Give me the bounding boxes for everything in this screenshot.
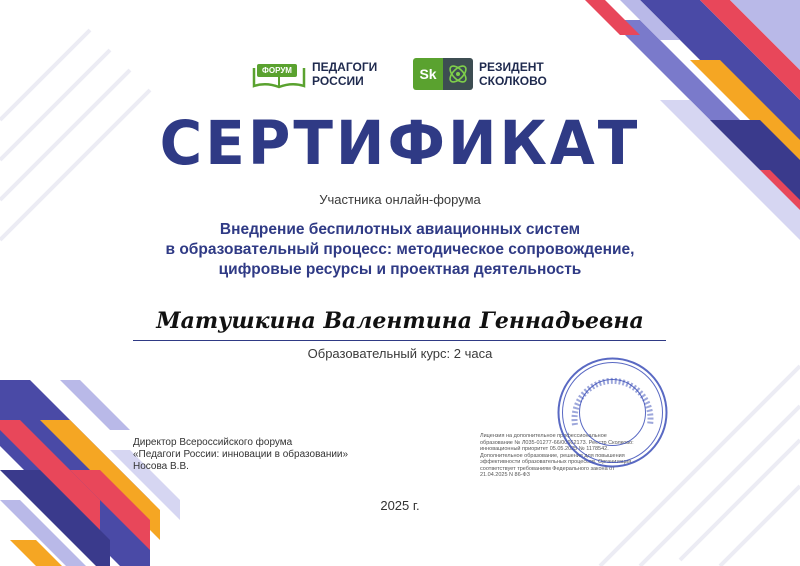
forum-logo-line2: РОССИИ bbox=[312, 74, 364, 88]
forum-logo-text bbox=[312, 60, 377, 88]
skolkovo-logo-line1: РЕЗИДЕНТ bbox=[479, 60, 544, 74]
forum-logo-line1: ПЕДАГОГИ bbox=[312, 60, 378, 74]
skolkovo-mark bbox=[413, 58, 473, 90]
skolkovo-logo-text bbox=[479, 60, 547, 88]
recipient-name: Матушкина Валентина Геннадьевна bbox=[156, 308, 644, 334]
director-title: Директор Всероссийского форума bbox=[133, 437, 293, 448]
director-signature-block bbox=[133, 437, 348, 473]
skolkovo-logo-line2: СКОЛКОВО bbox=[479, 74, 547, 88]
certificate-year: 2025 г. bbox=[380, 498, 420, 513]
topic-line: Внедрение беспилотных авиационных систем bbox=[219, 221, 581, 238]
certificate-subtitle: Участника онлайн-форума bbox=[319, 192, 481, 207]
skolkovo-sk-letters: Sk bbox=[413, 58, 443, 90]
topic-line: в образовательный процесс: методическое сопровождение, bbox=[165, 241, 635, 258]
skolkovo-logo bbox=[413, 58, 563, 92]
director-forum-name: «Педагоги России: инновации в образовании» bbox=[133, 449, 349, 460]
forum-topic bbox=[100, 220, 700, 280]
topic-line: цифровые ресурсы и проектная деятельность bbox=[218, 261, 582, 278]
certificate-title: СЕРТИФИКАТ bbox=[159, 107, 641, 179]
director-name: Носова В.В. bbox=[133, 461, 189, 472]
course-hours: Образовательный курс: 2 часа bbox=[307, 346, 493, 361]
organization-stamp bbox=[555, 355, 670, 470]
logos-row bbox=[0, 56, 800, 96]
name-underline bbox=[133, 340, 666, 341]
forum-tag: ФОРУМ bbox=[257, 64, 297, 77]
forum-logo bbox=[250, 58, 400, 92]
corner-stripes-bottom-left bbox=[0, 380, 180, 566]
license-text: Лицензия на дополнительное профессиональное образование № Л035-01277-66/00662173. Реестр Сколково: инновационный приоритет 05.05.2025 № 1178542. Дополнительное образование, решения для повышения эффективности образовательных процессов. Организация соответствует требованиям Федерального закона от 21.04.2025 N 86-ФЗ bbox=[480, 433, 634, 478]
atom-icon bbox=[443, 58, 473, 90]
